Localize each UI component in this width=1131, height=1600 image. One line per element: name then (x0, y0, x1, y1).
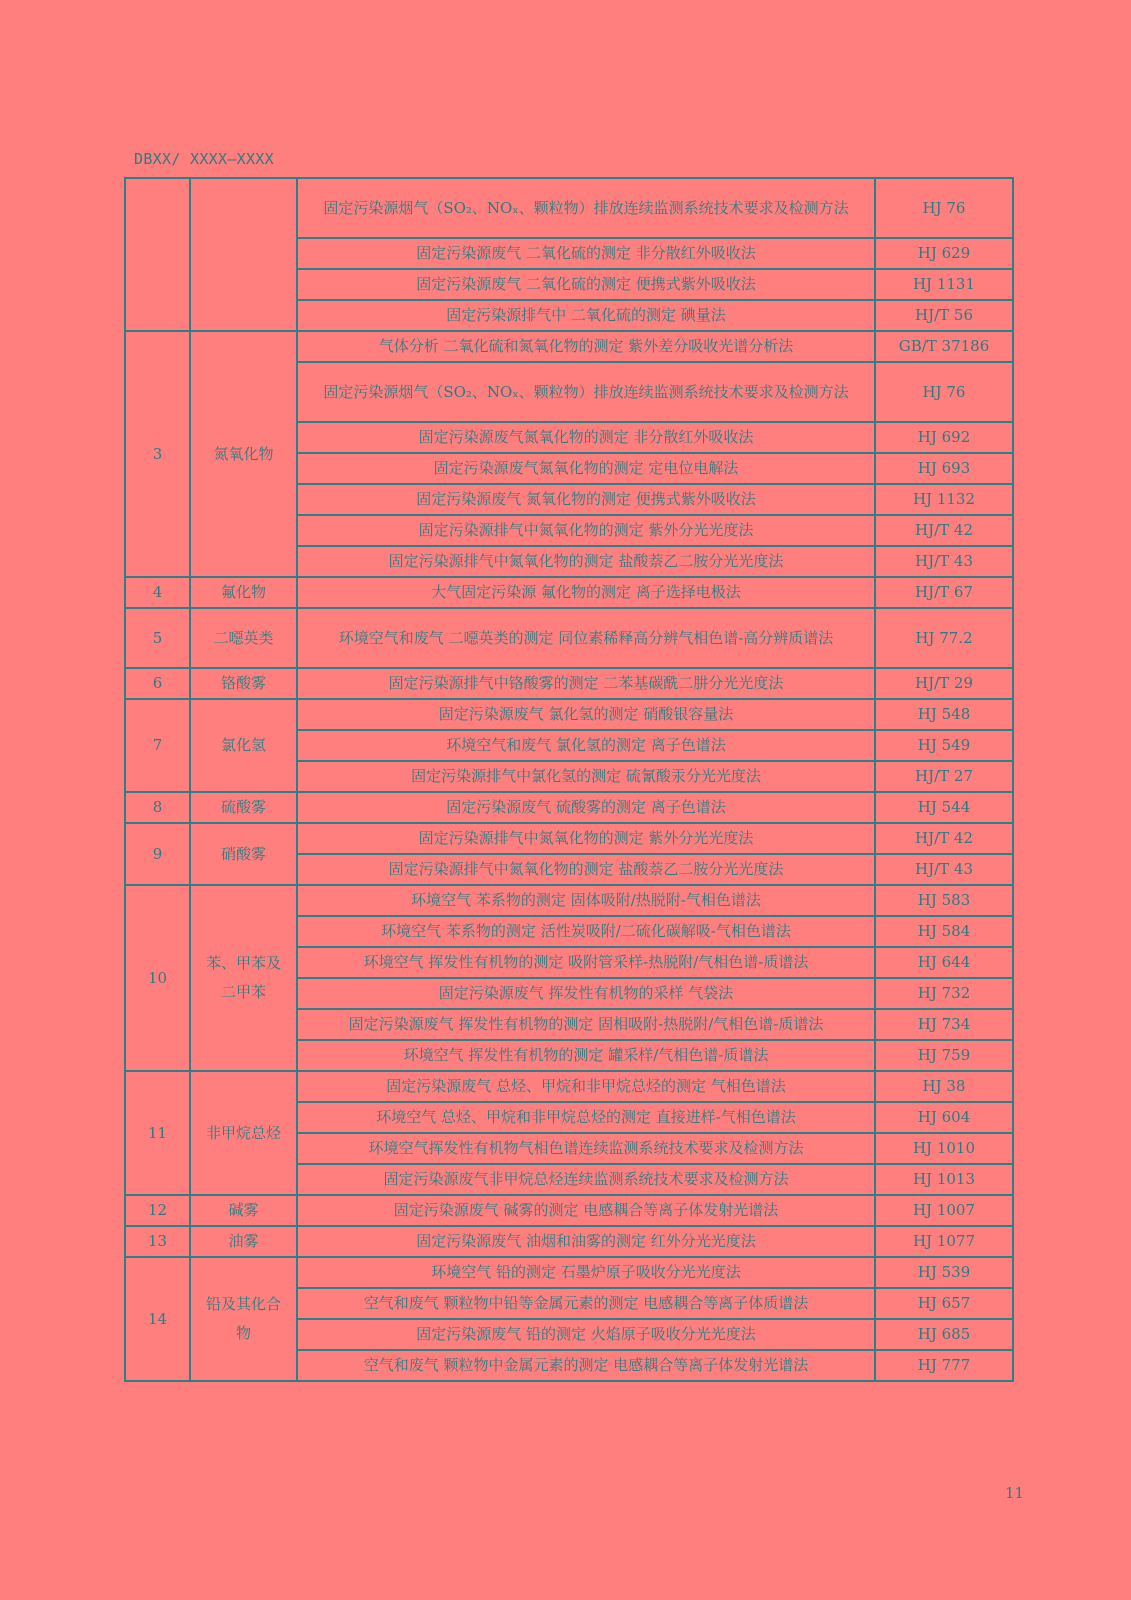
standard-code: HJ 584 (875, 916, 1013, 947)
pollutant-name (190, 178, 297, 331)
method-name: 环境空气 苯系物的测定 固体吸附/热脱附-气相色谱法 (297, 885, 875, 916)
monitoring-method-table (124, 177, 1014, 1382)
method-name: 固定污染源烟气（SO₂、NOₓ、颗粒物）排放连续监测系统技术要求及检测方法 (297, 178, 875, 238)
standard-code: HJ/T 67 (875, 577, 1013, 608)
item-number: 5 (125, 608, 190, 668)
table-row (125, 577, 1013, 608)
method-name: 固定污染源废气 氯化氢的测定 硝酸银容量法 (297, 699, 875, 730)
item-number: 12 (125, 1195, 190, 1226)
pollutant-name: 油雾 (190, 1226, 297, 1257)
method-name: 环境空气 挥发性有机物的测定 罐采样/气相色谱-质谱法 (297, 1040, 875, 1071)
table-row (125, 668, 1013, 699)
standard-code: HJ 1010 (875, 1133, 1013, 1164)
table-row (125, 1071, 1013, 1102)
method-name: 固定污染源废气非甲烷总烃连续监测系统技术要求及检测方法 (297, 1164, 875, 1195)
item-number: 11 (125, 1071, 190, 1195)
method-name: 固定污染源废气 碱雾的测定 电感耦合等离子体发射光谱法 (297, 1195, 875, 1226)
pollutant-name: 硝酸雾 (190, 823, 297, 885)
item-number: 8 (125, 792, 190, 823)
standard-code: HJ 777 (875, 1350, 1013, 1381)
page-number: 11 (1005, 1484, 1025, 1502)
standard-code: HJ/T 56 (875, 300, 1013, 331)
method-name: 固定污染源废气 铅的测定 火焰原子吸收分光光度法 (297, 1319, 875, 1350)
standard-code: HJ 734 (875, 1009, 1013, 1040)
pollutant-name: 氮氧化物 (190, 331, 297, 577)
method-name: 固定污染源废气氮氧化物的测定 定电位电解法 (297, 453, 875, 484)
pollutant-name: 苯、甲苯及二甲苯 (190, 885, 297, 1071)
method-name: 气体分析 二氧化硫和氮氧化物的测定 紫外差分吸收光谱分析法 (297, 331, 875, 362)
standard-code: HJ 77.2 (875, 608, 1013, 668)
standard-code: HJ/T 43 (875, 546, 1013, 577)
method-name: 固定污染源废气 硫酸雾的测定 离子色谱法 (297, 792, 875, 823)
table-row (125, 823, 1013, 854)
item-number (125, 178, 190, 331)
standard-code: HJ 583 (875, 885, 1013, 916)
method-name: 固定污染源废气 挥发性有机物的测定 固相吸附-热脱附/气相色谱-质谱法 (297, 1009, 875, 1040)
standard-code: HJ/T 29 (875, 668, 1013, 699)
standard-code: HJ 657 (875, 1288, 1013, 1319)
method-name: 环境空气 铅的测定 石墨炉原子吸收分光光度法 (297, 1257, 875, 1288)
standard-code: HJ 548 (875, 699, 1013, 730)
item-number: 13 (125, 1226, 190, 1257)
standard-code: HJ 539 (875, 1257, 1013, 1288)
pollutant-name: 硫酸雾 (190, 792, 297, 823)
table-row (125, 1257, 1013, 1288)
table-row (125, 699, 1013, 730)
pollutant-name: 铅及其化合物 (190, 1257, 297, 1381)
standard-code: HJ 604 (875, 1102, 1013, 1133)
method-name: 固定污染源排气中氯化氢的测定 硫氰酸汞分光光度法 (297, 761, 875, 792)
item-number: 6 (125, 668, 190, 699)
standard-code: HJ 1132 (875, 484, 1013, 515)
method-name: 空气和废气 颗粒物中金属元素的测定 电感耦合等离子体发射光谱法 (297, 1350, 875, 1381)
method-name: 固定污染源排气中氮氧化物的测定 紫外分光光度法 (297, 823, 875, 854)
table-row (125, 1226, 1013, 1257)
standard-code: HJ 644 (875, 947, 1013, 978)
standard-code: HJ 76 (875, 362, 1013, 422)
item-number: 14 (125, 1257, 190, 1381)
pollutant-name: 二噁英类 (190, 608, 297, 668)
standard-code: HJ 1007 (875, 1195, 1013, 1226)
table-row (125, 608, 1013, 668)
standard-code: HJ 1077 (875, 1226, 1013, 1257)
method-name: 环境空气 挥发性有机物的测定 吸附管采样-热脱附/气相色谱-质谱法 (297, 947, 875, 978)
standard-code: HJ/T 42 (875, 823, 1013, 854)
method-name: 环境空气和废气 氯化氢的测定 离子色谱法 (297, 730, 875, 761)
table-row (125, 1195, 1013, 1226)
method-name: 固定污染源废气 总烃、甲烷和非甲烷总烃的测定 气相色谱法 (297, 1071, 875, 1102)
method-name: 大气固定污染源 氟化物的测定 离子选择电极法 (297, 577, 875, 608)
table-row (125, 792, 1013, 823)
method-name: 固定污染源废气氮氧化物的测定 非分散红外吸收法 (297, 422, 875, 453)
pollutant-name: 氯化氢 (190, 699, 297, 792)
method-name: 固定污染源废气 油烟和油雾的测定 红外分光光度法 (297, 1226, 875, 1257)
pollutant-name: 铬酸雾 (190, 668, 297, 699)
standard-code: HJ/T 42 (875, 515, 1013, 546)
pollutant-name: 碱雾 (190, 1195, 297, 1226)
method-name: 固定污染源排气中氮氧化物的测定 盐酸萘乙二胺分光光度法 (297, 546, 875, 577)
method-name: 空气和废气 颗粒物中铅等金属元素的测定 电感耦合等离子体质谱法 (297, 1288, 875, 1319)
method-name: 固定污染源排气中氮氧化物的测定 紫外分光光度法 (297, 515, 875, 546)
item-number: 7 (125, 699, 190, 792)
table-row (125, 885, 1013, 916)
method-name: 固定污染源烟气（SO₂、NOₓ、颗粒物）排放连续监测系统技术要求及检测方法 (297, 362, 875, 422)
standard-code: HJ 76 (875, 178, 1013, 238)
standard-code: HJ 732 (875, 978, 1013, 1009)
standard-code: HJ 1013 (875, 1164, 1013, 1195)
method-name: 固定污染源排气中氮氧化物的测定 盐酸萘乙二胺分光光度法 (297, 854, 875, 885)
standard-code: HJ 38 (875, 1071, 1013, 1102)
method-name: 固定污染源废气 二氧化硫的测定 非分散红外吸收法 (297, 238, 875, 269)
standard-code: GB/T 37186 (875, 331, 1013, 362)
item-number: 9 (125, 823, 190, 885)
table-row (125, 331, 1013, 362)
standard-code: HJ 544 (875, 792, 1013, 823)
method-name: 环境空气 苯系物的测定 活性炭吸附/二硫化碳解吸-气相色谱法 (297, 916, 875, 947)
pollutant-name: 非甲烷总烃 (190, 1071, 297, 1195)
item-number: 10 (125, 885, 190, 1071)
method-name: 固定污染源排气中 二氧化硫的测定 碘量法 (297, 300, 875, 331)
standard-code: HJ 692 (875, 422, 1013, 453)
method-name: 环境空气和废气 二噁英类的测定 同位素稀释高分辨气相色谱-高分辨质谱法 (297, 608, 875, 668)
method-name: 固定污染源废气 二氧化硫的测定 便携式紫外吸收法 (297, 269, 875, 300)
standard-code: HJ 685 (875, 1319, 1013, 1350)
item-number: 3 (125, 331, 190, 577)
method-name: 固定污染源排气中铬酸雾的测定 二苯基碳酰二肼分光光度法 (297, 668, 875, 699)
standard-code: HJ/T 27 (875, 761, 1013, 792)
standard-code: HJ/T 43 (875, 854, 1013, 885)
method-name: 环境空气 总烃、甲烷和非甲烷总烃的测定 直接进样-气相色谱法 (297, 1102, 875, 1133)
document-code: DBXX/ XXXX—XXXX (134, 150, 274, 168)
table-row (125, 178, 1013, 238)
method-name: 固定污染源废气 挥发性有机物的采样 气袋法 (297, 978, 875, 1009)
standard-code: HJ 549 (875, 730, 1013, 761)
standard-code: HJ 1131 (875, 269, 1013, 300)
pollutant-name: 氟化物 (190, 577, 297, 608)
method-name: 固定污染源废气 氮氧化物的测定 便携式紫外吸收法 (297, 484, 875, 515)
item-number: 4 (125, 577, 190, 608)
standard-code: HJ 759 (875, 1040, 1013, 1071)
method-name: 环境空气挥发性有机物气相色谱连续监测系统技术要求及检测方法 (297, 1133, 875, 1164)
standard-code: HJ 629 (875, 238, 1013, 269)
standard-code: HJ 693 (875, 453, 1013, 484)
